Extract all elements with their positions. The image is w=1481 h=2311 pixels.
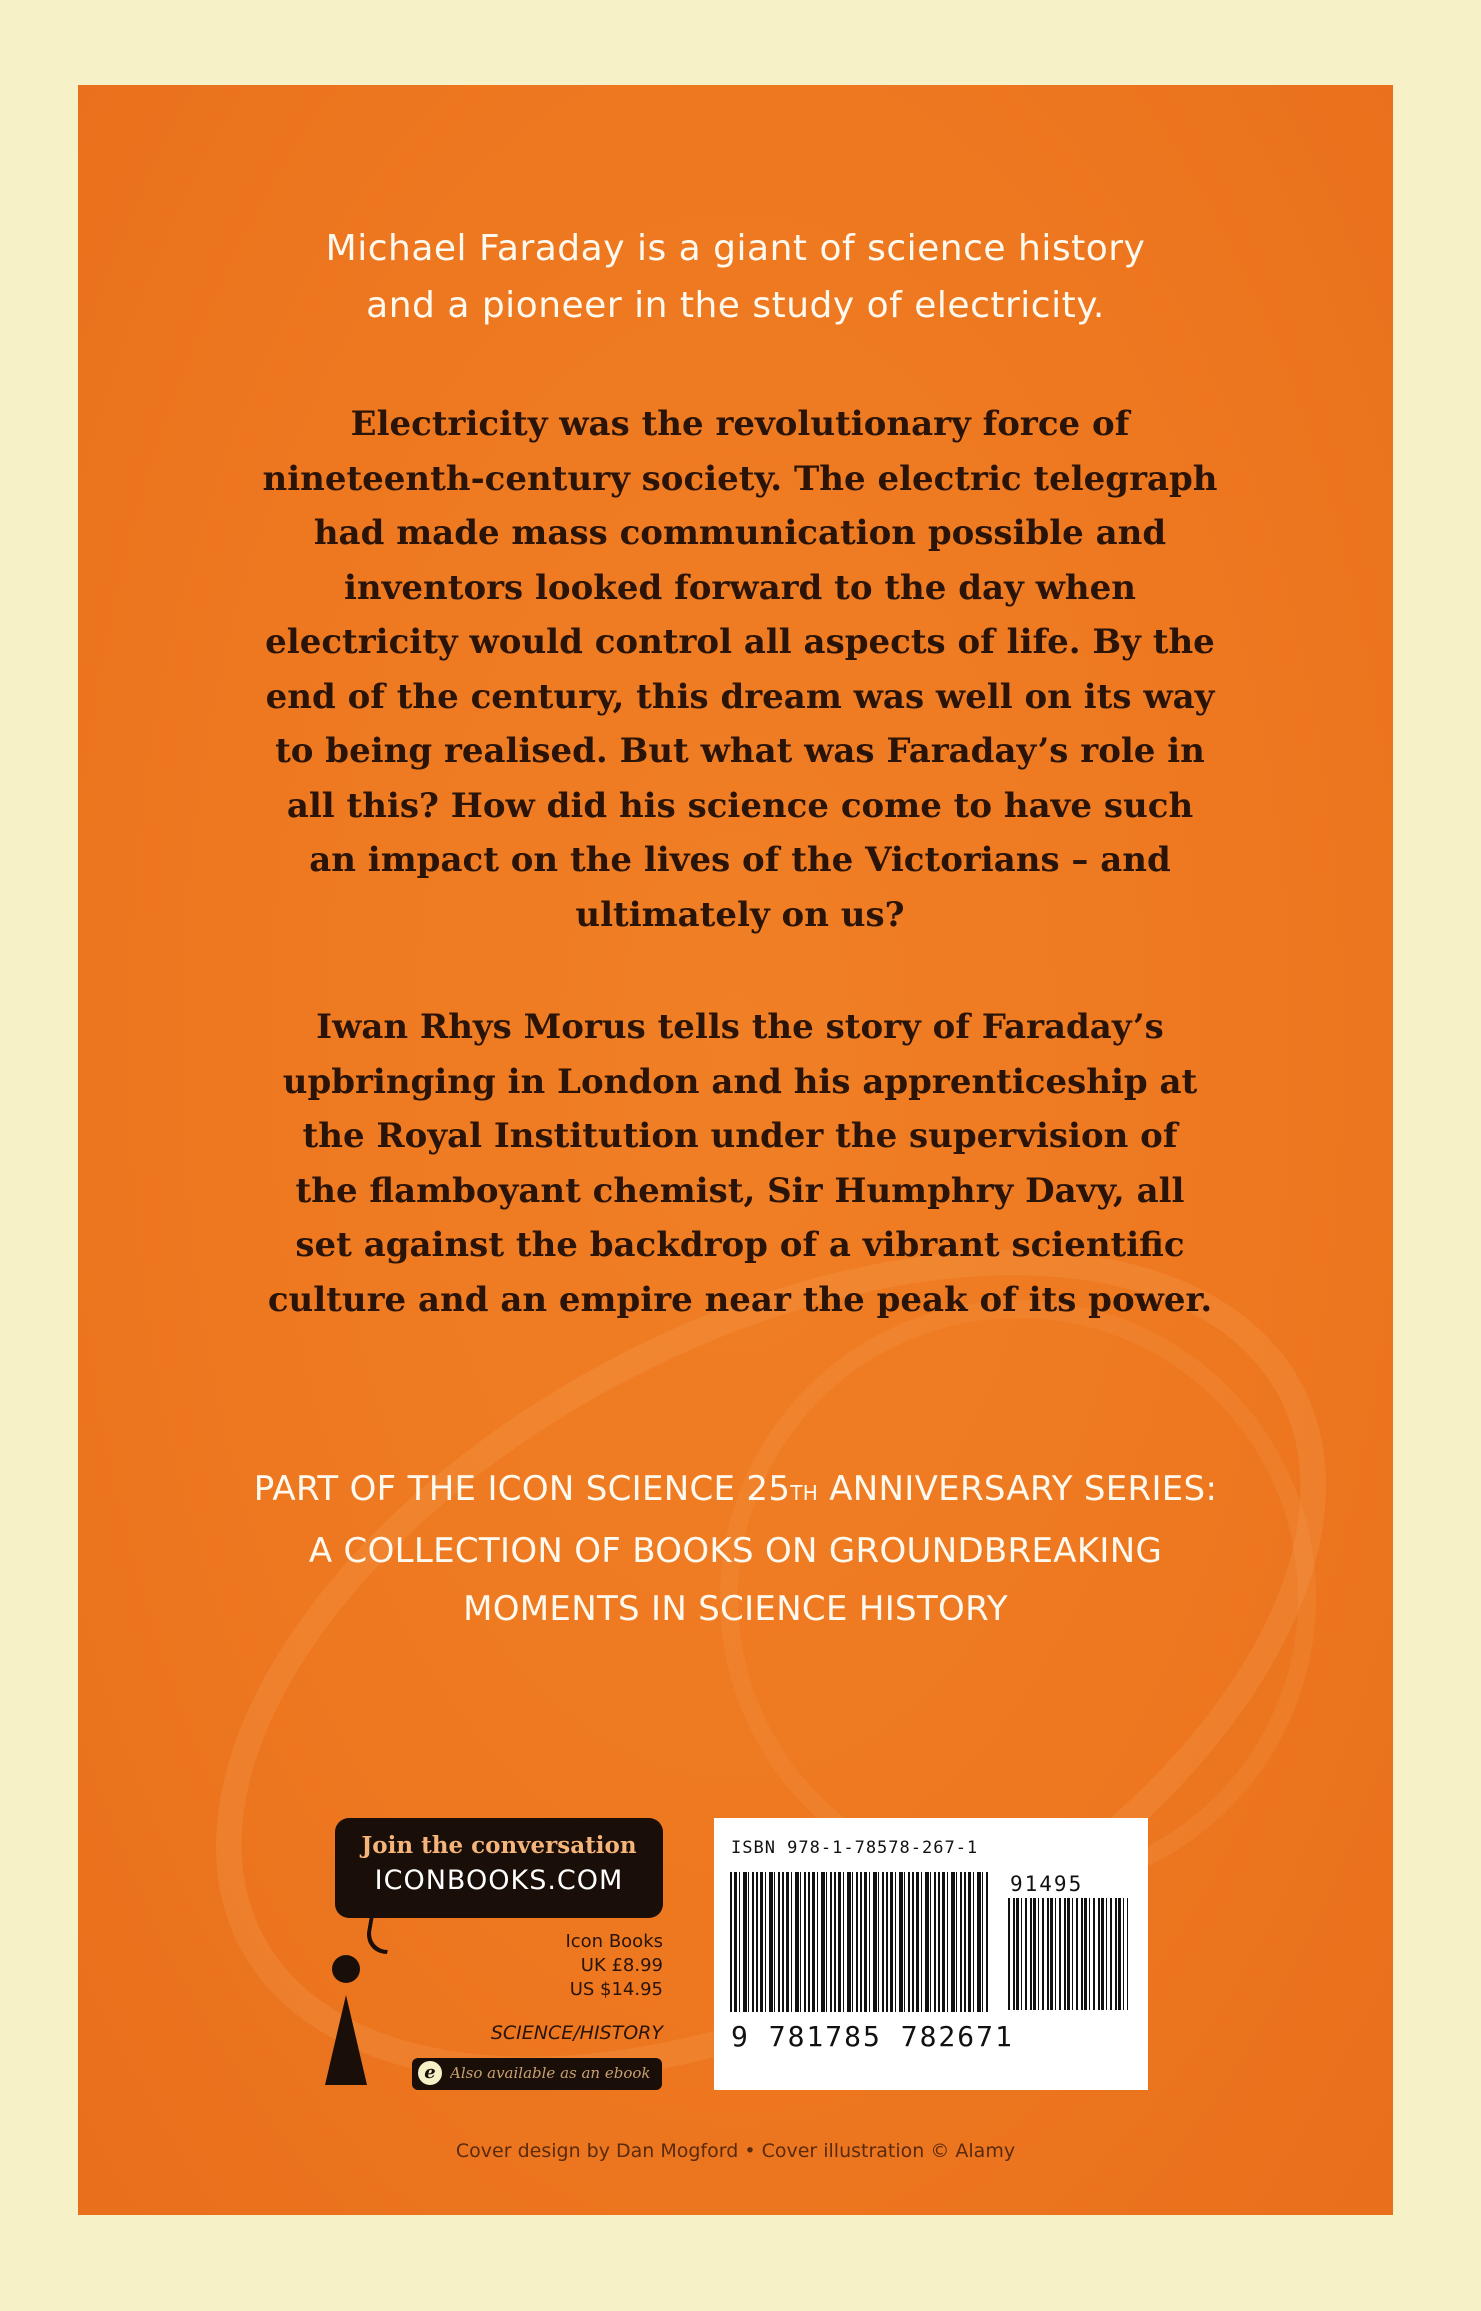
series-line-1 xyxy=(78,1460,1393,1522)
price-block xyxy=(510,1930,663,2002)
book-category: SCIENCE/HISTORY xyxy=(490,2022,663,2044)
ebook-text: Also available as an ebook xyxy=(450,2064,651,2082)
blurb-line: Electricity was the revolutionary force of xyxy=(350,404,1130,444)
publisher-name: Icon Books xyxy=(565,1931,663,1952)
series-statement xyxy=(78,1460,1393,1638)
publisher-website: ICONBOOKS.COM xyxy=(374,1865,624,1896)
barcode-addon-bars-icon xyxy=(1008,1898,1128,2010)
blurb-line: electricity would control all aspects of life. By the xyxy=(265,622,1215,662)
barcode-bars-icon xyxy=(730,1872,988,2012)
isbn-label: ISBN 978-1-78578-267-1 xyxy=(731,1838,979,1858)
series-line-2: A COLLECTION OF BOOKS ON GROUNDBREAKING xyxy=(308,1531,1163,1571)
ebook-icon: e xyxy=(418,2061,442,2085)
intro-tagline xyxy=(78,220,1393,334)
series-text: PART OF THE ICON SCIENCE 25 xyxy=(253,1469,791,1509)
blurb-line: to being realised. But what was Faraday’s role in xyxy=(275,731,1205,771)
blurb-paragraph-2 xyxy=(210,1000,1270,1327)
icon-logo-dot xyxy=(332,1955,360,1983)
cover-credits: Cover design by Dan Mogford • Cover illustration © Alamy xyxy=(455,2140,1016,2162)
barcode-price-code: 91495 xyxy=(1010,1872,1084,1896)
price-us: US $14.95 xyxy=(569,1979,663,2000)
barcode-digits: 9 781785 782671 xyxy=(731,2020,1014,2053)
series-line-3: MOMENTS IN SCIENCE HISTORY xyxy=(463,1589,1008,1629)
blurb-line: Iwan Rhys Morus tells the story of Faraday’s xyxy=(316,1007,1164,1047)
series-superscript: TH xyxy=(790,1481,819,1505)
blurb-line: inventors looked forward to the day when xyxy=(344,567,1136,608)
blurb-line: the Royal Institution under the supervision of xyxy=(302,1116,1178,1156)
blurb-line: set against the backdrop of a vibrant scientific xyxy=(295,1225,1185,1265)
blurb-line: ultimately on us? xyxy=(575,894,905,935)
blurb-line: an impact on the lives of the Victorians – and xyxy=(309,840,1171,880)
blurb-line: culture and an empire near the peak of its power. xyxy=(267,1279,1213,1320)
blurb-paragraph-1 xyxy=(210,397,1270,942)
conversation-bubble xyxy=(335,1818,663,1918)
price-uk: UK £8.99 xyxy=(580,1955,663,1976)
series-text: ANNIVERSARY SERIES: xyxy=(818,1469,1218,1509)
blurb-line: upbringing in London and his apprenticeship at xyxy=(282,1061,1198,1102)
blurb-line: nineteenth-century society. The electric telegraph xyxy=(262,458,1218,499)
blurb-line: had made mass communication possible and xyxy=(313,513,1167,553)
bubble-heading: Join the conversation xyxy=(361,1832,637,1859)
intro-line: and a pioneer in the study of electricity. xyxy=(366,285,1105,326)
blurb-line: the flamboyant chemist, Sir Humphry Davy, all xyxy=(295,1170,1185,1211)
ebook-badge xyxy=(412,2058,662,2090)
icon-logo-icon xyxy=(325,1995,367,2085)
intro-line: Michael Faraday is a giant of science history xyxy=(325,228,1146,269)
blurb-line: end of the century, this dream was well on its way xyxy=(265,676,1215,717)
blurb-line: all this? How did his science come to have such xyxy=(286,785,1194,826)
